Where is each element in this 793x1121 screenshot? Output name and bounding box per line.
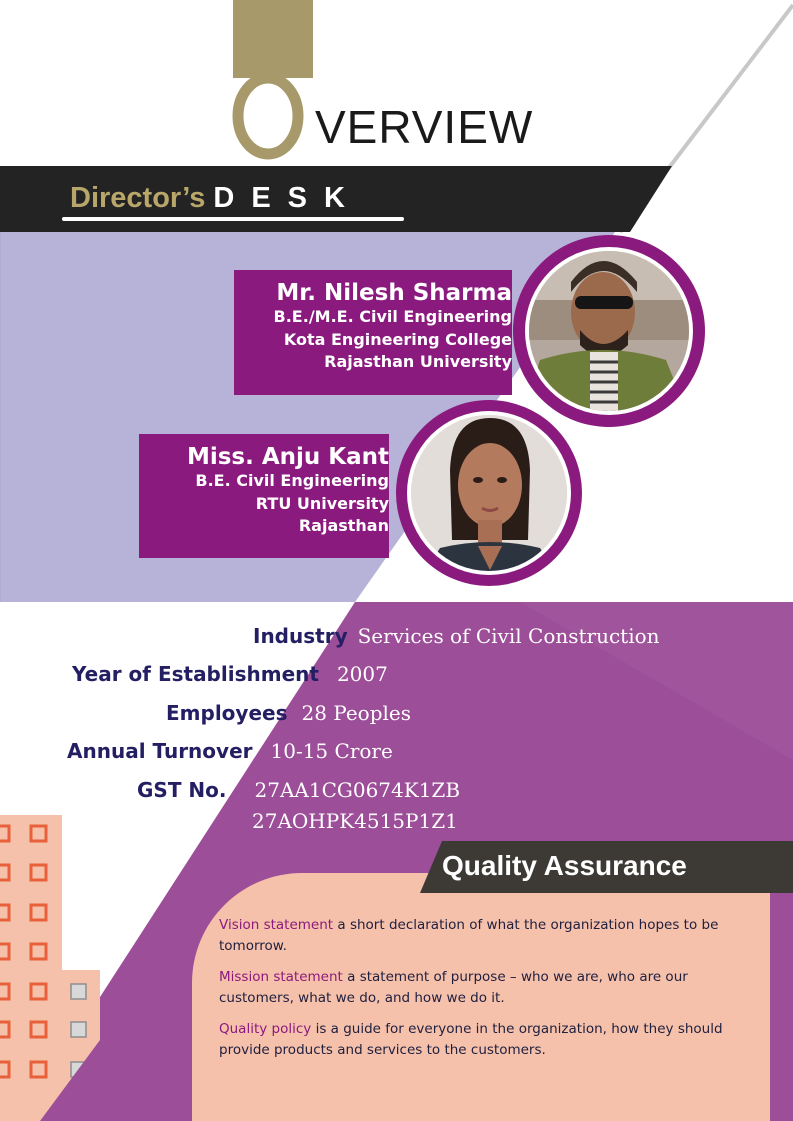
qa-item-mission-term: Mission statement <box>219 969 343 985</box>
qa-item-quality <box>219 1019 749 1061</box>
director-1-line-2: Kota Engineering College <box>283 329 512 349</box>
info-industry-label: Industry <box>253 624 348 648</box>
quality-assurance-title: Quality Assurance <box>442 850 687 881</box>
director-1-line-1: B.E./M.E. Civil Engineering <box>273 307 512 327</box>
info-employees-label: Employees <box>166 701 288 725</box>
qa-item-quality-term: Quality policy <box>219 1021 312 1037</box>
info-year-label: Year of Establishment <box>72 662 319 686</box>
info-gst-2 <box>252 811 458 831</box>
info-gst <box>137 780 460 800</box>
qa-item-mission-text: a statement of purpose – who we are, who are our customers, what we do, and how we do it. <box>219 969 688 1006</box>
qa-item-quality-text: is a guide for everyone in the organization, how they should provide products and services to the customers. <box>219 1021 723 1058</box>
director-card-2 <box>139 434 389 558</box>
director-2-line-2: RTU University <box>255 493 389 513</box>
quality-assurance-list <box>219 915 749 1071</box>
info-turnover-value: 10-15 Crore <box>270 739 393 763</box>
info-turnover-label: Annual Turnover <box>67 739 253 763</box>
info-year-value: 2007 <box>336 662 388 686</box>
directors-desk-title <box>70 184 362 213</box>
info-industry-value: Services of Civil Construction <box>357 624 660 648</box>
desk-title-part2: DESK <box>213 182 362 214</box>
title-initial-o <box>232 72 304 160</box>
qa-item-vision-term: Vision statement <box>219 917 334 933</box>
director-2-line-1: B.E. Civil Engineering <box>195 471 389 491</box>
qa-item-vision <box>219 915 749 957</box>
qa-item-mission <box>219 967 749 1009</box>
info-turnover <box>67 741 393 761</box>
page-title: VERVIEW <box>315 101 534 153</box>
desk-title-underline <box>62 217 404 221</box>
info-employees <box>166 703 411 723</box>
director-2-line-3: Rajasthan <box>298 516 389 536</box>
desk-title-part1: Director’s <box>70 182 206 214</box>
director-1-name: Mr. Nilesh Sharma <box>276 280 512 306</box>
info-employees-value: 28 Peoples <box>301 701 412 725</box>
director-card-1 <box>234 270 512 395</box>
qa-item-vision-text: a short declaration of what the organization hopes to be tomorrow. <box>219 917 719 954</box>
director-1-line-3: Rajasthan University <box>324 352 512 372</box>
info-gst-label: GST No. <box>137 778 227 802</box>
info-gst-value-1: 27AA1CG0674K1ZB <box>254 778 461 802</box>
director-2-name: Miss. Anju Kant <box>186 444 389 470</box>
info-industry <box>253 626 660 646</box>
info-gst-value-2: 27AOHPK4515P1Z1 <box>252 809 458 833</box>
info-year <box>72 664 388 684</box>
